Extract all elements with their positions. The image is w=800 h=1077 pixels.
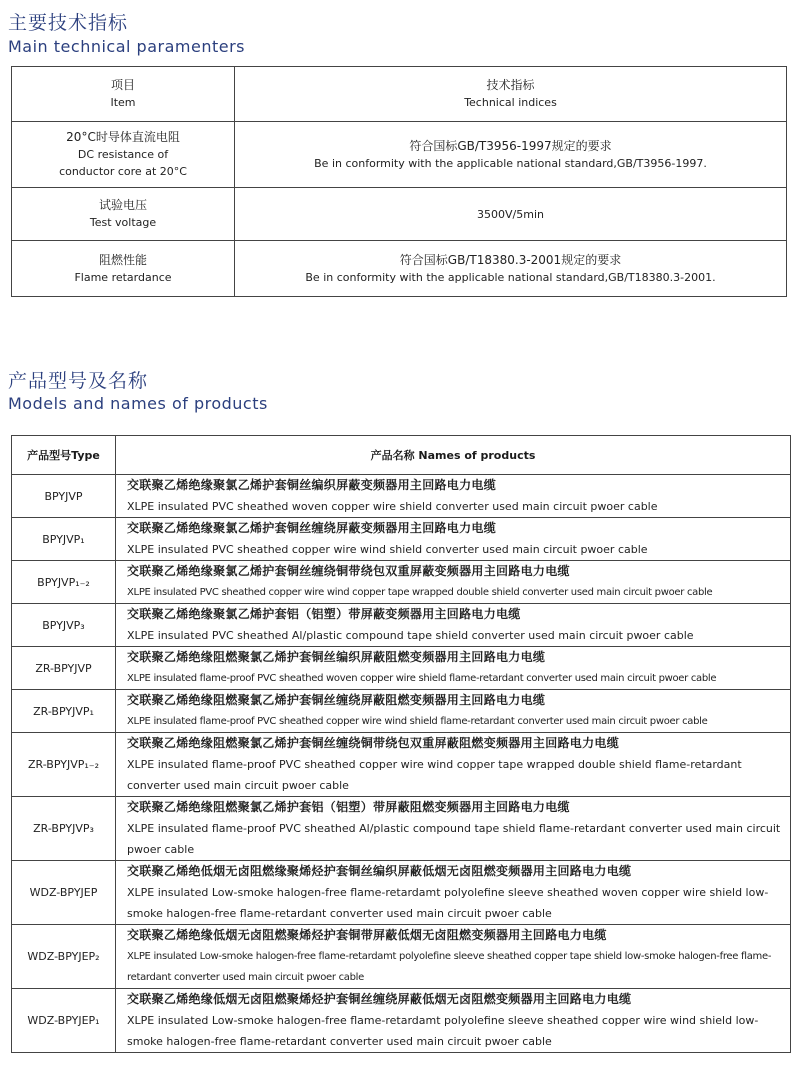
product-name-en: XLPE insulated PVC sheathed Al/plastic compound tape shield converter used main circuit pwoer cable xyxy=(127,629,694,642)
item-cell xyxy=(12,122,235,188)
table-header-row xyxy=(12,436,791,475)
product-name-en: XLPE insulated Low-smoke halogen-free flame-retardamt polyolefine sleeve sheathed copper wire wind shield low-smoke halogen-free flame-retardant converter used main circuit pwoer cable xyxy=(127,1014,759,1048)
section-title-models-en: Models and names of products xyxy=(8,394,268,413)
value-en: Be in conformity with the applicable national standard,GB/T3956-1997. xyxy=(314,156,707,170)
product-type: WDZ-BPYJEP xyxy=(12,861,116,925)
table-row xyxy=(12,241,787,297)
table-row xyxy=(12,475,791,518)
product-name xyxy=(116,989,791,1053)
product-name-zh: 交联聚乙烯绝低烟无卤阻燃缘聚烯烃护套铜丝编织屏蔽低烟无卤阻燃变频器用主回路电力电缆 xyxy=(127,864,632,878)
item-en: DC resistance of xyxy=(77,148,169,161)
product-type: BPYJVP₃ xyxy=(12,604,116,647)
product-name-zh: 交联聚乙烯绝缘聚氯乙烯护套铜丝缠绕铜带绕包双重屏蔽变频器用主回路电力电缆 xyxy=(127,564,570,578)
product-name-zh: 交联聚乙烯绝缘阻燃聚氯乙烯护套铝（铝塑）带屏蔽阻燃变频器用主回路电力电缆 xyxy=(127,800,570,814)
table-row xyxy=(12,647,791,690)
header-indices-zh: 技术指标 xyxy=(486,78,535,92)
table-row xyxy=(12,925,791,989)
product-name-en: XLPE insulated flame-proof PVC sheathed copper wire wind copper tape wrapped double shield flame-retardant converter used main circuit pwoer cable xyxy=(127,758,742,792)
header-item-zh: 项目 xyxy=(110,78,135,92)
table-row xyxy=(12,989,791,1053)
section-title-main-parameters-zh: 主要技术指标 xyxy=(8,12,129,34)
product-name xyxy=(116,475,791,518)
value-cell xyxy=(235,122,787,188)
table-row xyxy=(12,690,791,733)
product-type: ZR-BPYJVP₃ xyxy=(12,797,116,861)
section-title-models-zh: 产品型号及名称 xyxy=(8,370,149,392)
product-type: BPYJVP₁ xyxy=(12,518,116,561)
table-row xyxy=(12,518,791,561)
product-name xyxy=(116,861,791,925)
product-name-en: XLPE insulated Low-smoke halogen-free flame-retardamt polyolefine sleeve sheathed woven copper wire shield low-smoke halogen-free flame-retardant converter used main circuit pwoer cable xyxy=(127,886,769,920)
header-item-cell xyxy=(12,67,235,122)
value-zh: 符合国标GB/T18380.3-2001规定的要求 xyxy=(399,252,622,267)
table-row xyxy=(12,861,791,925)
product-name-zh: 交联聚乙烯绝缘聚氯乙烯护套铝（铝塑）带屏蔽变频器用主回路电力电缆 xyxy=(127,607,521,621)
product-name xyxy=(116,561,791,604)
value-cell xyxy=(235,241,787,297)
product-type: BPYJVP xyxy=(12,475,116,518)
item-cell xyxy=(12,241,235,297)
product-name-en: XLPE insulated PVC sheathed copper wire wind copper tape wrapped double shield converter used main circuit pwoer cable xyxy=(127,587,713,598)
header-item-en: Item xyxy=(110,96,136,109)
table-row xyxy=(12,188,787,241)
header-name: 产品名称 Names of products xyxy=(116,436,791,475)
product-name-zh: 交联聚乙烯绝缘聚氯乙烯护套铜丝编织屏蔽变频器用主回路电力电缆 xyxy=(127,478,497,492)
product-type: WDZ-BPYJEP₁ xyxy=(12,989,116,1053)
item-zh: 阻燃性能 xyxy=(98,252,147,267)
products-table xyxy=(11,435,791,1053)
product-type: ZR-BPYJVP xyxy=(12,647,116,690)
technical-parameters-table xyxy=(11,66,787,297)
header-indices-cell xyxy=(235,67,787,122)
table-row xyxy=(12,604,791,647)
item-en: Flame retardance xyxy=(74,270,172,284)
item-cell xyxy=(12,188,235,241)
item-zh: 20°C时导体直流电阻 xyxy=(66,130,180,144)
product-type: ZR-BPYJVP₁ xyxy=(12,690,116,733)
product-name xyxy=(116,797,791,861)
product-name-en: XLPE insulated flame-proof PVC sheathed copper wire wind shield flame-retardant converter used main circuit pwoer cable xyxy=(127,716,708,727)
product-name-en: XLPE insulated Low-smoke halogen-free flame-retardamt polyolefine sleeve sheathed copper tape shield low-smoke halogen-free flame-retardant converter used main circuit pwoer cable xyxy=(127,951,772,983)
value-zh: 符合国标GB/T3956-1997规定的要求 xyxy=(409,138,612,153)
product-name-en: XLPE insulated PVC sheathed copper wire wind shield converter used main circuit pwoer cable xyxy=(127,543,648,556)
product-type: BPYJVP₁₋₂ xyxy=(12,561,116,604)
product-name-en: XLPE insulated flame-proof PVC sheathed Al/plastic compound tape shield flame-retardant converter used main circuit pwoer cable xyxy=(127,822,781,856)
product-name xyxy=(116,604,791,647)
product-name-zh: 交联聚乙烯绝缘聚氯乙烯护套铜丝缠绕屏蔽变频器用主回路电力电缆 xyxy=(127,521,497,535)
table-row xyxy=(12,122,787,188)
product-name xyxy=(116,733,791,797)
product-name xyxy=(116,647,791,690)
value-cell xyxy=(235,188,787,241)
item-en: conductor core at 20°C xyxy=(59,165,187,178)
table-row xyxy=(12,733,791,797)
product-name-zh: 交联聚乙烯绝缘阻燃聚氯乙烯护套铜丝缠绕铜带绕包双重屏蔽阻燃变频器用主回路电力电缆 xyxy=(127,736,620,750)
product-name xyxy=(116,518,791,561)
table-row xyxy=(12,561,791,604)
value-text: 3500V/5min xyxy=(477,207,544,221)
product-type: ZR-BPYJVP₁₋₂ xyxy=(12,733,116,797)
product-type: WDZ-BPYJEP₂ xyxy=(12,925,116,989)
header-type: 产品型号Type xyxy=(12,436,116,475)
product-name-zh: 交联聚乙烯绝缘阻燃聚氯乙烯护套铜丝缠绕屏蔽阻燃变频器用主回路电力电缆 xyxy=(127,693,546,707)
header-indices-en: Technical indices xyxy=(464,96,557,109)
product-name-en: XLPE insulated flame-proof PVC sheathed woven copper wire shield flame-retardant converter used main circuit pwoer cable xyxy=(127,673,717,684)
product-name-zh: 交联聚乙烯绝缘低烟无卤阻燃聚烯烃护套铜丝缠绕屏蔽低烟无卤阻燃变频器用主回路电力电缆 xyxy=(127,992,632,1006)
table-header-row xyxy=(12,67,787,122)
section-title-main-parameters-en: Main technical paramenters xyxy=(8,37,245,56)
value-en: Be in conformity with the applicable national standard,GB/T18380.3-2001. xyxy=(305,270,716,284)
product-name xyxy=(116,925,791,989)
product-name-en: XLPE insulated PVC sheathed woven copper wire shield converter used main circuit pwoer cable xyxy=(127,500,658,513)
product-name-zh: 交联聚乙烯绝缘低烟无卤阻燃聚烯烃护套铜带屏蔽低烟无卤阻燃变频器用主回路电力电缆 xyxy=(127,928,607,942)
product-name xyxy=(116,690,791,733)
item-en: Test voltage xyxy=(89,216,157,229)
table-row xyxy=(12,797,791,861)
item-zh: 试验电压 xyxy=(98,198,147,212)
product-name-zh: 交联聚乙烯绝缘阻燃聚氯乙烯护套铜丝编织屏蔽阻燃变频器用主回路电力电缆 xyxy=(127,650,546,664)
